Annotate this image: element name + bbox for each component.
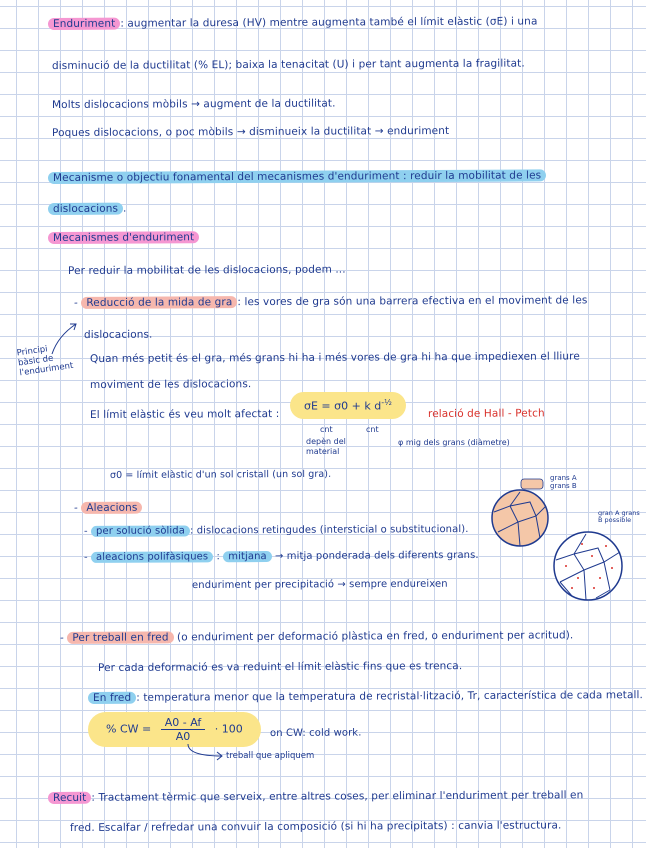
note-cnt-1: cnt	[320, 425, 333, 434]
line-mechanisms-heading	[48, 229, 199, 246]
hall-petch-formula: σE = σ0 + k $d^{-\frac{1}{2}}$	[290, 392, 406, 419]
line-ductility: disminució de la ductilitat (% EL); baixa la tenacitat (U) i per tant augmenta la fragilitat.	[51, 57, 525, 72]
heading-mecanismes: Mecanismes d'enduriment	[48, 231, 199, 244]
line-few-dislocations: Poques dislocacions, o poc mòbils → disminueix la ductilitat → enduriment	[51, 124, 450, 139]
line-polyphase: - aleacions polifàsiques : mitjana → mitja ponderada dels diferents grans.	[83, 549, 479, 563]
line-grain-size: - Reducció de la mida de gra : les vores de gra són una barrera efectiva en el moviment de les	[73, 294, 588, 309]
line-reduce-mobility: Per reduir la mobilitat de les dislocacions, podem ...	[67, 263, 346, 277]
margin-arrow-icon	[44, 318, 84, 358]
note-material: depèn del material	[306, 437, 346, 456]
line-solid-solution: - per solució sòlida : dislocacions retingudes (intersticial o substitucional).	[83, 523, 469, 537]
note-applied-work: treball que apliquem	[226, 751, 315, 761]
heading-enduriment: Enduriment	[48, 18, 120, 30]
line-enduriment-definition: Enduriment : augmentar la duresa (HV) mentre augmenta també el límit elàstic (σE) i una	[48, 13, 538, 32]
label-mix: gran A grans B possible	[598, 509, 640, 524]
line-mechanism-objective	[48, 167, 546, 186]
hall-petch-label: relació de Hall - Petch	[427, 407, 545, 420]
line-hall-petch-intro: El límit elàstic és veu molt afectat :	[89, 408, 280, 421]
heading-aleacions: Aleacions	[81, 502, 142, 514]
line-cold-work: - Per treball en fred (o enduriment per deformació plàstica en fred, o enduriment per acritud).	[59, 629, 574, 644]
cold-work-formula: % CW = $\frac{A0 - Af}{A0}$ · 100	[88, 712, 261, 747]
label-grans-a: grans A	[550, 474, 577, 482]
note-cnt-2: cnt	[366, 425, 379, 434]
highlight-mitjana: mitjana	[223, 551, 272, 562]
grain-diagram-a-icon	[490, 488, 550, 548]
line-precipitation: enduriment per precipitació → sempre endureixen	[191, 578, 448, 591]
legend-swatch-icon	[520, 478, 544, 490]
heading-cold-work: Per treball en fred	[67, 631, 173, 644]
line-many-dislocations: Molts dislocacions mòbils → augment de la ductilitat.	[51, 97, 336, 111]
line-dislocacions: dislocacions .	[48, 201, 127, 217]
highlight-solid-solution: per solució sòlida	[91, 525, 190, 537]
cold-work-fraction: $\frac{A0 - Af}{A0}$	[161, 716, 206, 743]
label-grans-b: grans B	[550, 482, 577, 490]
heading-grain-size: Reducció de la mida de gra	[81, 296, 237, 309]
line-free-movement: moviment de les dislocacions.	[89, 378, 252, 391]
line-recuit: Recuit : Tractament tèrmic que serveix, entre altres coses, per eliminar l'enduriment per treball en	[48, 787, 583, 806]
cold-work-definition: on CW: cold work.	[269, 727, 362, 739]
highlight-mechanism: Mecanisme o objectiu fonamental del mecanismes d'enduriment : reduir la mobilitat de les	[48, 169, 546, 184]
margin-note: Principi bàsic de l'enduriment	[16, 344, 74, 379]
line-fred-escalfar: fred. Escalfar / refredar una convuir la composició (si hi ha precipitats) : canvia l'estructura.	[69, 819, 562, 834]
line-each-deformation: Per cada deformació es va reduint el límit elàstic fins que es trenca.	[97, 660, 463, 674]
grain-diagram-b-icon	[552, 530, 624, 602]
line-smaller-grain: Quan més petit és el gra, més grans hi ha i més vores de gra hi ha que impediexen el lliure	[89, 350, 580, 365]
note-diameter: φ mig dels grans (diàmetre)	[398, 438, 510, 447]
line-aleacions: - Aleacions	[74, 500, 143, 516]
highlight-en-fred: En fred	[88, 692, 136, 704]
line-dislocacions-2: dislocacions.	[83, 328, 153, 341]
highlight-dislocacions: dislocacions	[48, 203, 123, 215]
heading-recuit: Recuit	[48, 792, 91, 804]
highlight-polyphase: aleacions polifàsiques	[91, 551, 213, 563]
cold-work-arrow-icon	[186, 744, 226, 764]
line-sigma0: σ0 = límit elàstic d'un sol cristall (un sol gra).	[109, 468, 332, 481]
line-en-fred: En fred : temperatura menor que la temperatura de recristal·lització, Tr, característica de cada metall.	[88, 687, 643, 706]
